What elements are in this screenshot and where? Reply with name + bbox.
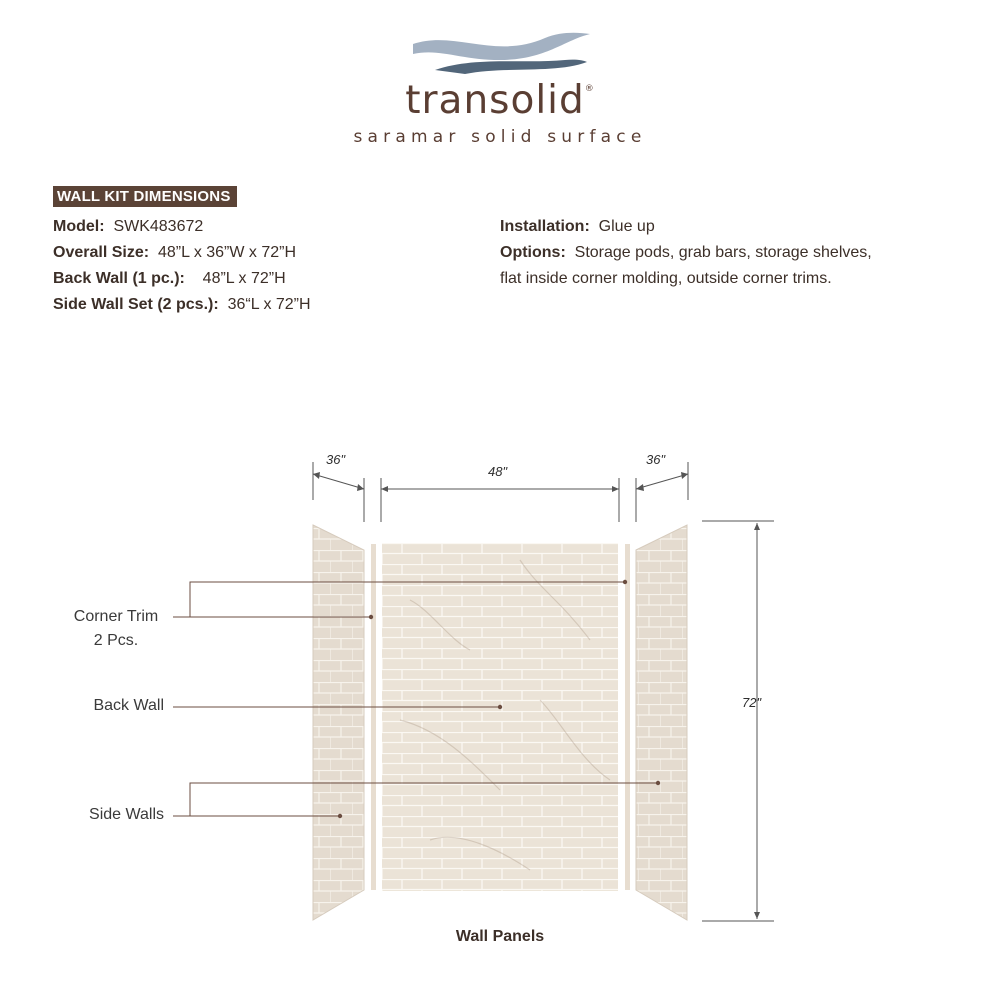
- spec-label: Installation:: [500, 218, 590, 235]
- dimension-back: 48": [488, 464, 508, 479]
- spec-value: SWK483672: [113, 218, 204, 235]
- dimension-left-side: 36": [326, 452, 346, 467]
- left-side-wall: [313, 525, 364, 920]
- callout-back-wall: Back Wall: [93, 697, 164, 714]
- spec-value: 36“L x 72”H: [227, 296, 311, 313]
- spec-label: Options:: [500, 244, 566, 261]
- left-corner-trim: [371, 544, 376, 890]
- registered-mark: ®: [584, 84, 595, 94]
- spec-label: Model:: [53, 218, 105, 235]
- section-heading: WALL KIT DIMENSIONS: [53, 186, 237, 207]
- dimension-right-side: 36": [646, 452, 666, 467]
- callout-side-walls: Side Walls: [89, 806, 164, 823]
- callout-corner-trim: [60, 608, 172, 650]
- spec-label: Back Wall (1 pc.):: [53, 270, 185, 287]
- spec-value: 48”L x 36”W x 72”H: [157, 244, 297, 261]
- brand-tagline: saramar solid surface: [353, 127, 647, 147]
- callout-corner-trim-title: Corner Trim: [73, 608, 159, 625]
- diagram-caption: Wall Panels: [455, 928, 545, 945]
- spec-value: Storage pods, grab bars, storage shelves, flat inside corner molding, outside corner trims.: [500, 244, 872, 287]
- callout-corner-trim-qty: 2 Pcs.: [93, 632, 139, 649]
- dimension-height: 72": [742, 695, 762, 710]
- right-side-wall: [636, 525, 687, 920]
- spec-label: Side Wall Set (2 pcs.):: [53, 296, 219, 313]
- spec-value: 48”L x 72”H: [202, 270, 286, 287]
- spec-label: Overall Size:: [53, 244, 150, 261]
- brand-name: transolid®: [405, 78, 595, 123]
- right-corner-trim: [625, 544, 630, 890]
- spec-value: Glue up: [598, 218, 655, 235]
- back-wall-panel: [382, 543, 618, 891]
